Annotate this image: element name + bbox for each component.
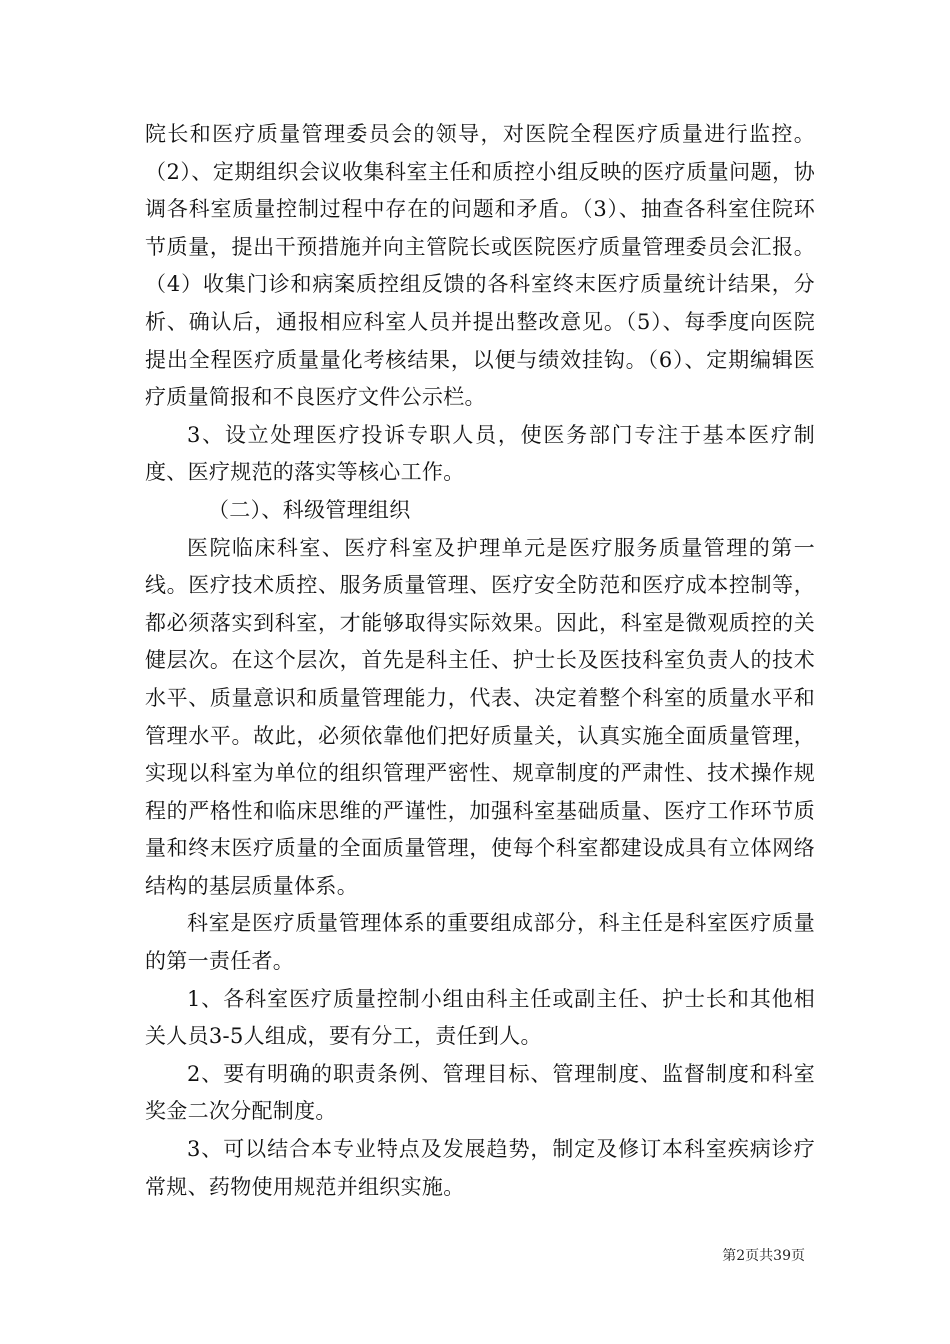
section-heading: （二）、科级管理组织 bbox=[208, 497, 411, 522]
paragraph-rule-2: 2、要有明确的职责条例、管理目标、管理制度、监督制度和科室奖金二次分配制度。 bbox=[145, 1061, 815, 1124]
paragraph-item-3: 3、设立处理医疗投诉专职人员，使医务部门专注于基本医疗制度、医疗规范的落实等核心工作。 bbox=[145, 422, 815, 485]
paragraph-department-role: 科室是医疗质量管理体系的重要组成部分，科主任是科室医疗质量的第一责任者。 bbox=[145, 911, 815, 974]
paragraph-rule-1: 1、各科室医疗质量控制小组由科主任或副主任、护士长和其他相关人员3-5人组成，要有分工，责任到人。 bbox=[145, 986, 815, 1049]
paragraph-rule-3: 3、可以结合本专业特点及发展趋势，制定及修订本科室疾病诊疗常规、药物使用规范并组织实施。 bbox=[145, 1137, 815, 1199]
paragraph-continuation: 院长和医疗质量管理委员会的领导，对医院全程医疗质量进行监控。（2）、定期组织会议收集科室主任和质控小组反映的医疗质量问题，协调各科室质量控制过程中存在的问题和矛盾。（3）、抽查各科室住院环节质量，提出干预措施并向主管院长或医院医疗质量管理委员会汇报。（4）收集门诊和病案质控组反馈的各科室终末医疗质量统计结果，分析、确认后，通报相应科室人员并提出整改意见。（5）、每季度向医院提出全程医疗质量量化考核结果，以便与绩效挂钩。（6）、定期编辑医疗质量简报和不良医疗文件公示栏。 bbox=[145, 122, 815, 410]
paragraph-department-intro: 医院临床科室、医疗科室及护理单元是医疗服务质量管理的第一线。医疗技术质控、服务质量管理、医疗安全防范和医疗成本控制等，都必须落实到科室，才能够取得实际效果。因此，科室是微观质控的关健层次。在这个层次，首先是科主任、护士长及医技科室负责人的技术水平、质量意识和质量管理能力，代表、决定着整个科室的质量水平和管理水平。故此，必须依靠他们把好质量关，认真实施全面质量管理，实现以科室为单位的组织管理严密性、规章制度的严肃性、技术操作规程的严格性和临床思维的严谨性，加强科室基础质量、医疗工作环节质量和终末医疗质量的全面质量管理，使每个科室都建设成具有立体网络结构的基层质量体系。 bbox=[145, 535, 815, 898]
document-body bbox=[145, 116, 815, 1206]
page-number: 第2页共39页 bbox=[722, 1248, 805, 1264]
